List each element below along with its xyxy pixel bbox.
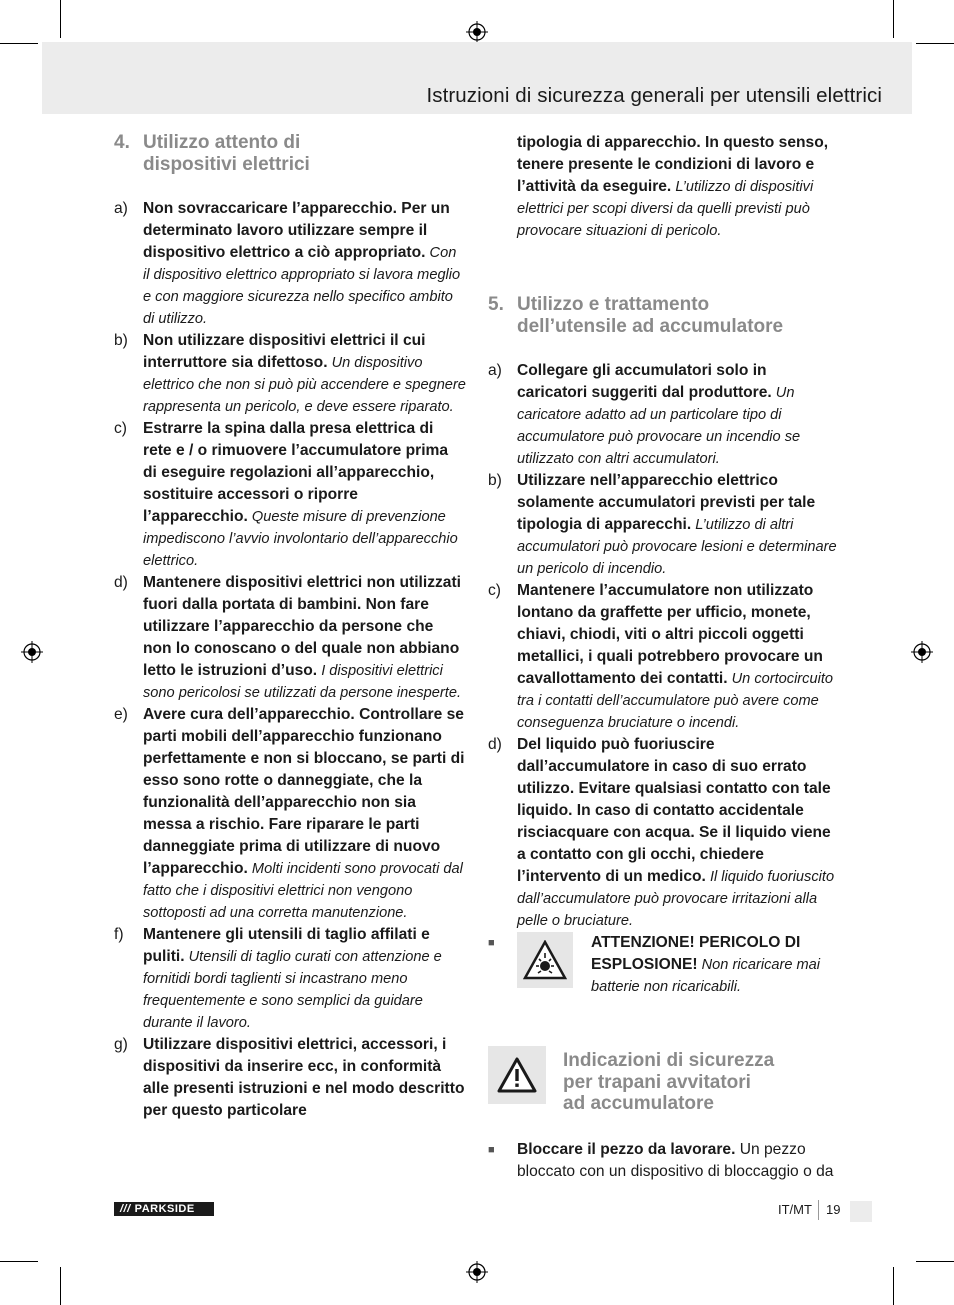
- list-item: [488, 734, 840, 932]
- crop-mark: [0, 43, 38, 44]
- list-item: [114, 924, 466, 1034]
- notes-heading: [488, 1050, 840, 1115]
- list-item: [488, 470, 840, 580]
- notes-list-item: ■ Bloccare il pezzo da lavorare. Un pezzo bloccato con un dispositivo di bloccaggio o da: [488, 1139, 840, 1183]
- page-number: 19: [826, 1202, 841, 1217]
- bullet-square-icon: ■: [488, 1143, 495, 1156]
- list-item-instruction: Collegare gli accumulatori solo in caricatori suggeriti dal produttore.: [517, 362, 772, 401]
- list-item: [114, 198, 466, 330]
- list-item-explanation: Queste misure di prevenzione impediscono l’avvio involontario dell’apparecchio elettrico.: [143, 509, 458, 569]
- list-item-label: b): [488, 472, 502, 489]
- section-title: Utilizzo attento di dispositivi elettrici: [143, 132, 310, 175]
- registration-mark-icon: [466, 1261, 488, 1283]
- registration-mark-icon: [911, 641, 933, 663]
- crop-mark: [916, 43, 954, 44]
- section-number: 4.: [114, 132, 130, 153]
- section-4-heading: [114, 132, 466, 175]
- list-item-label: b): [114, 332, 128, 349]
- footer-tab: [850, 1201, 872, 1222]
- list-item-instruction: Mantenere l’accumulatore non utilizzato lontano da graffette per ufficio, monete, chiavi, chiodi, viti o altri piccoli oggetti metallici, i quali potrebbero provocare un cavallottamento dei contatti.: [517, 582, 823, 687]
- list-item-instruction: Del liquido può fuoriuscire dall’accumulatore in caso di suo errato utilizzo. Evitare qualsiasi contatto con tale liquido. In caso di contatto accidentale risciacquare con acqua. Se il liquido viene a contatto con gli occhi, chiedere l’intervento di un medico.: [517, 736, 831, 885]
- page-title: Istruzioni di sicurezza generali per utensili elettrici: [426, 84, 882, 107]
- crop-mark: [916, 1261, 954, 1262]
- left-column: [114, 132, 466, 1122]
- list-item-instruction: Avere cura dell’apparecchio. Controllare se parti mobili dell’apparecchio funzionano perfettamente e non si bloccano, se parti di esso sono rotte o danneggiate, che la funzionalità dell’apparecchio non sia messa a rischio. Fare riparare le parti danneggiate prima di utilizzare di nuovo l’apparecchio.: [143, 706, 465, 877]
- list-item-explanation: Molti incidenti sono provocati dal fatto che i dispositivi elettrici non vengono sottoposti ad una corretta manutenzione.: [143, 861, 463, 921]
- list-item-explanation: Con il dispositivo elettrico appropriato si lavora meglio e con maggiore sicurezza nello specifico ambito di utilizzo.: [143, 245, 461, 327]
- section-5-list: [488, 360, 840, 932]
- crop-mark: [893, 1267, 894, 1305]
- list-item-instruction: Utilizzare nell’apparecchio elettrico solamente accumulatori previsti per tale tipologia di apparecchi.: [517, 472, 816, 533]
- crop-mark: [60, 0, 61, 38]
- list-item-explanation: Un caricatore adatto ad un particolare tipo di accumulatore può provocare un incendio se utilizzato con altri accumulatori.: [517, 385, 801, 467]
- list-item: [488, 360, 840, 470]
- section-number: 5.: [488, 294, 504, 315]
- list-item-explanation: Un cortocircuito tra i contatti dell’accumulatore può avere come conseguenza bruciature o incendi.: [517, 671, 833, 731]
- list-item-explanation: I dispositivi elettrici sono pericolosi se utilizzati da persone inesperte.: [143, 663, 461, 701]
- registration-mark-icon: [466, 21, 488, 43]
- section-4-list: [114, 198, 466, 1122]
- list-item-label: d): [488, 736, 502, 753]
- section-5-heading: [488, 294, 840, 337]
- crop-mark: [60, 1267, 61, 1305]
- list-item-continuation: tipologia di apparecchio. In questo senso, tenere presente le condizioni di lavoro e l’attività da eseguire. L’utilizzo di dispositivi elettrici per scopi diversi da quelli previsti può provocare situazioni di pericolo.: [517, 134, 829, 239]
- parkside-logo: /// PARKSIDE: [114, 1202, 214, 1216]
- list-item-instruction: Non utilizzare dispositivi elettrici il cui interruttore sia difettoso.: [143, 332, 426, 371]
- list-item-explanation: Utensili di taglio curati con attenzione e fornitidi bordi taglienti si incastrano meno frequentemente e sono semplici da guidare durante il lavoro.: [143, 949, 442, 1031]
- list-item-instruction: Utilizzare dispositivi elettrici, accessori, i dispositivi da inserire ecc, in conformità alle presenti istruzioni e nel modo descritto per questo particolare: [143, 1036, 465, 1119]
- footer-divider: [818, 1200, 819, 1220]
- crop-mark: [893, 0, 894, 38]
- list-item-label: g): [114, 1036, 128, 1053]
- list-item-explanation: Il liquido fuoriuscito dall’accumulatore può provocare irritazioni alla pelle o bruciature.: [517, 869, 835, 929]
- list-item-explanation: Un dispositivo elettrico che non si può più accendere e spegnere rappresenta un pericolo, e deve essere riparato.: [143, 355, 466, 415]
- language-code: IT/MT: [778, 1202, 812, 1217]
- list-item: [488, 580, 840, 734]
- list-item-label: e): [114, 706, 128, 723]
- list-item: [114, 1034, 466, 1122]
- list-item-label: c): [114, 420, 127, 437]
- list-item-label: a): [114, 200, 128, 217]
- list-item: [114, 330, 466, 418]
- right-column: [488, 132, 840, 1183]
- list-item-label: d): [114, 574, 128, 591]
- bullet-square-icon: ■: [488, 937, 495, 949]
- notes-title: Indicazioni di sicurezza per trapani avvitatori ad accumulatore: [563, 1050, 775, 1114]
- warning-triangle-icon: [488, 1046, 546, 1104]
- list-item: [114, 418, 466, 572]
- list-item-explanation: L’utilizzo di altri accumulatori può provocare lesioni e determinare un pericolo di incendio.: [517, 517, 837, 577]
- list-item-instruction: Non sovraccaricare l’apparecchio. Per un determinato lavoro utilizzare sempre il dispositivo elettrico a ciò appropriato.: [143, 200, 450, 261]
- list-item-label: c): [488, 582, 501, 599]
- explosion-hazard-icon: [517, 932, 573, 988]
- list-item: [114, 572, 466, 704]
- list-item-instruction: Mantenere dispositivi elettrici non utilizzati fuori dalla portata di bambini. Non fare utilizzare l’apparecchio da persone che non lo conoscano o del quale non abbiano letto le istruzioni d’uso.: [143, 574, 461, 679]
- list-item-instruction: Mantenere gli utensili di taglio affilati e puliti.: [143, 926, 430, 965]
- registration-mark-icon: [21, 641, 43, 663]
- section-title: Utilizzo e trattamento dell’utensile ad accumulatore: [517, 294, 784, 337]
- explosion-warning: ■ ATTENZIONE! PERICOLO DI ESPLOSIONE! Non ricaricare mai batterie non ricaricabili.: [488, 932, 840, 998]
- list-item-instruction: Estrarre la spina dalla presa elettrica di rete e / o rimuovere l’accumulatore prima di eseguire regolazioni all’apparecchio, sostituire accessori o riporre l’apparecchio.: [143, 420, 449, 525]
- list-item: [114, 704, 466, 924]
- list-item-label: a): [488, 362, 502, 379]
- crop-mark: [0, 1261, 38, 1262]
- list-item-label: f): [114, 926, 124, 943]
